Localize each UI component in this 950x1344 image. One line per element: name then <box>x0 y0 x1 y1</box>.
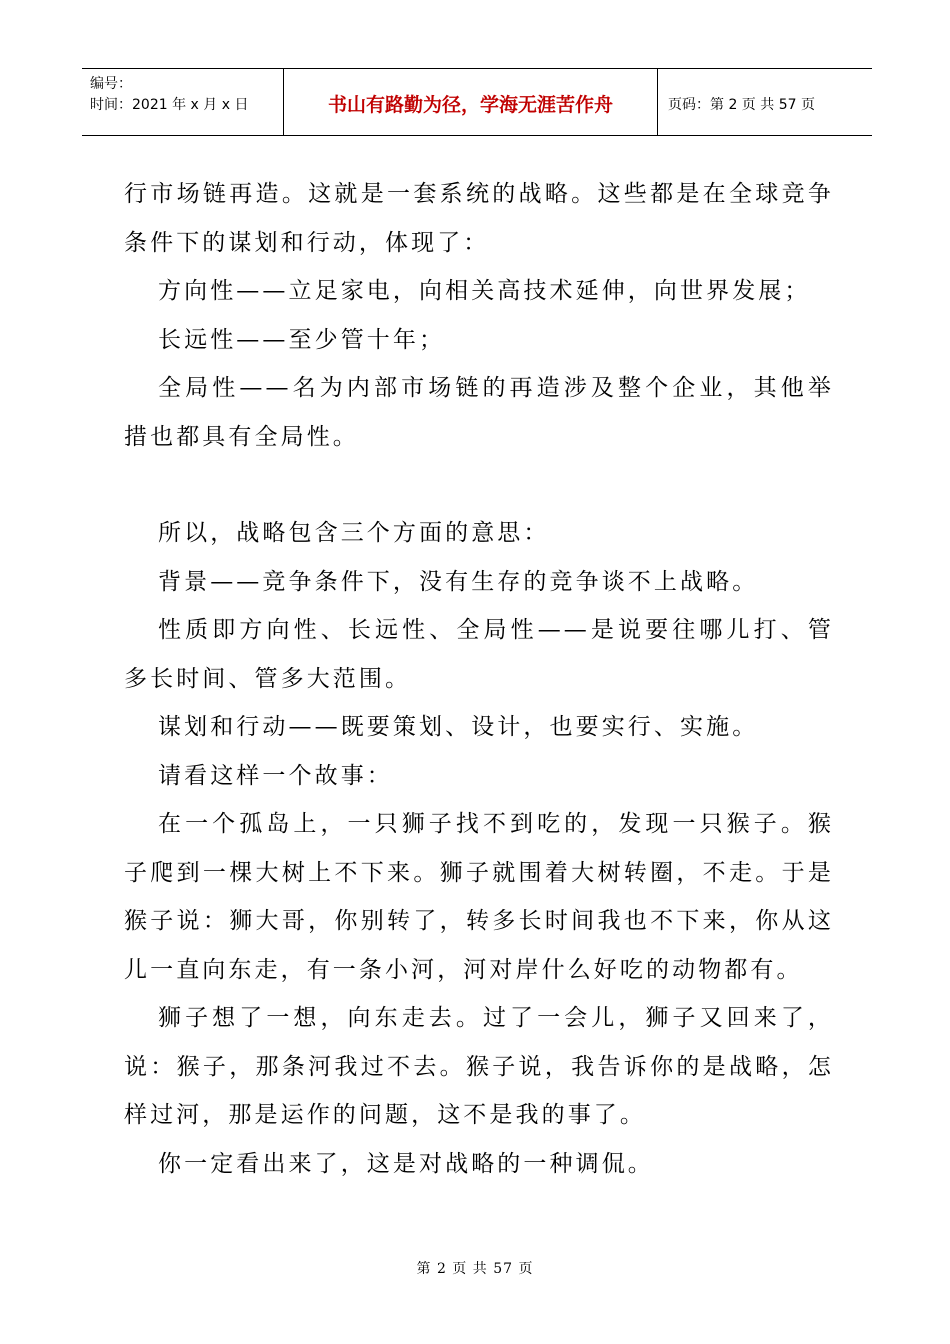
document-number-label: 编号： <box>90 76 132 92</box>
paragraph: 所以，战略包含三个方面的意思： <box>158 520 550 546</box>
paragraph: 性质即方向性、长远性、全局性——是说要往哪儿打、管多长时间、管多大范围。 <box>124 617 834 692</box>
paragraph: 长远性——至少管十年； <box>158 326 446 353</box>
document-body <box>124 170 834 1188</box>
header-meta-cell <box>82 69 284 135</box>
paragraph: 谋划和行动——既要策划、设计，也要实行、实施。 <box>158 714 759 740</box>
paragraph: 在一个孤岛上，一只狮子找不到吃的，发现一只猴子。猴子爬到一棵大树上不下来。狮子就围着大树转圈，不走。于是猴子说：狮大哥，你别转了，转多长时间我也不下来，你从这儿一直向东走，有一条小河，河对岸什么好吃的动物都有。 <box>124 811 834 983</box>
document-time-label: 时间：2021 年 x 月 x 日 <box>90 97 249 113</box>
document-header <box>82 68 872 136</box>
paragraph: 请看这样一个故事： <box>158 762 393 789</box>
paragraph: 行市场链再造。这就是一套系统的战略。这些都是在全球竞争条件下的谋划和行动，体现了： <box>124 181 834 256</box>
paragraph: 背景——竞争条件下，没有生存的竞争谈不上战略。 <box>158 568 759 595</box>
paragraph-gap <box>124 461 834 509</box>
header-motto: 书山有路勤为径，学海无涯苦作舟 <box>284 69 658 135</box>
header-page-info: 页码：第 2 页 共 57 页 <box>668 97 815 113</box>
paragraph: 狮子想了一想，向东走去。过了一会儿，狮子又回来了，说：猴子，那条河我过不去。猴子说，我告诉你的是战略，怎样过河，那是运作的问题，这不是我的事了。 <box>124 1005 834 1128</box>
page-footer: 第 2 页 共 57 页 <box>416 1261 534 1277</box>
paragraph: 全局性——名为内部市场链的再造涉及整个企业，其他举措也都具有全局性。 <box>124 375 834 450</box>
paragraph: 方向性——立足家电，向相关高技术延伸，向世界发展； <box>158 278 811 304</box>
paragraph: 你一定看出来了，这是对战略的一种调侃。 <box>158 1150 654 1177</box>
